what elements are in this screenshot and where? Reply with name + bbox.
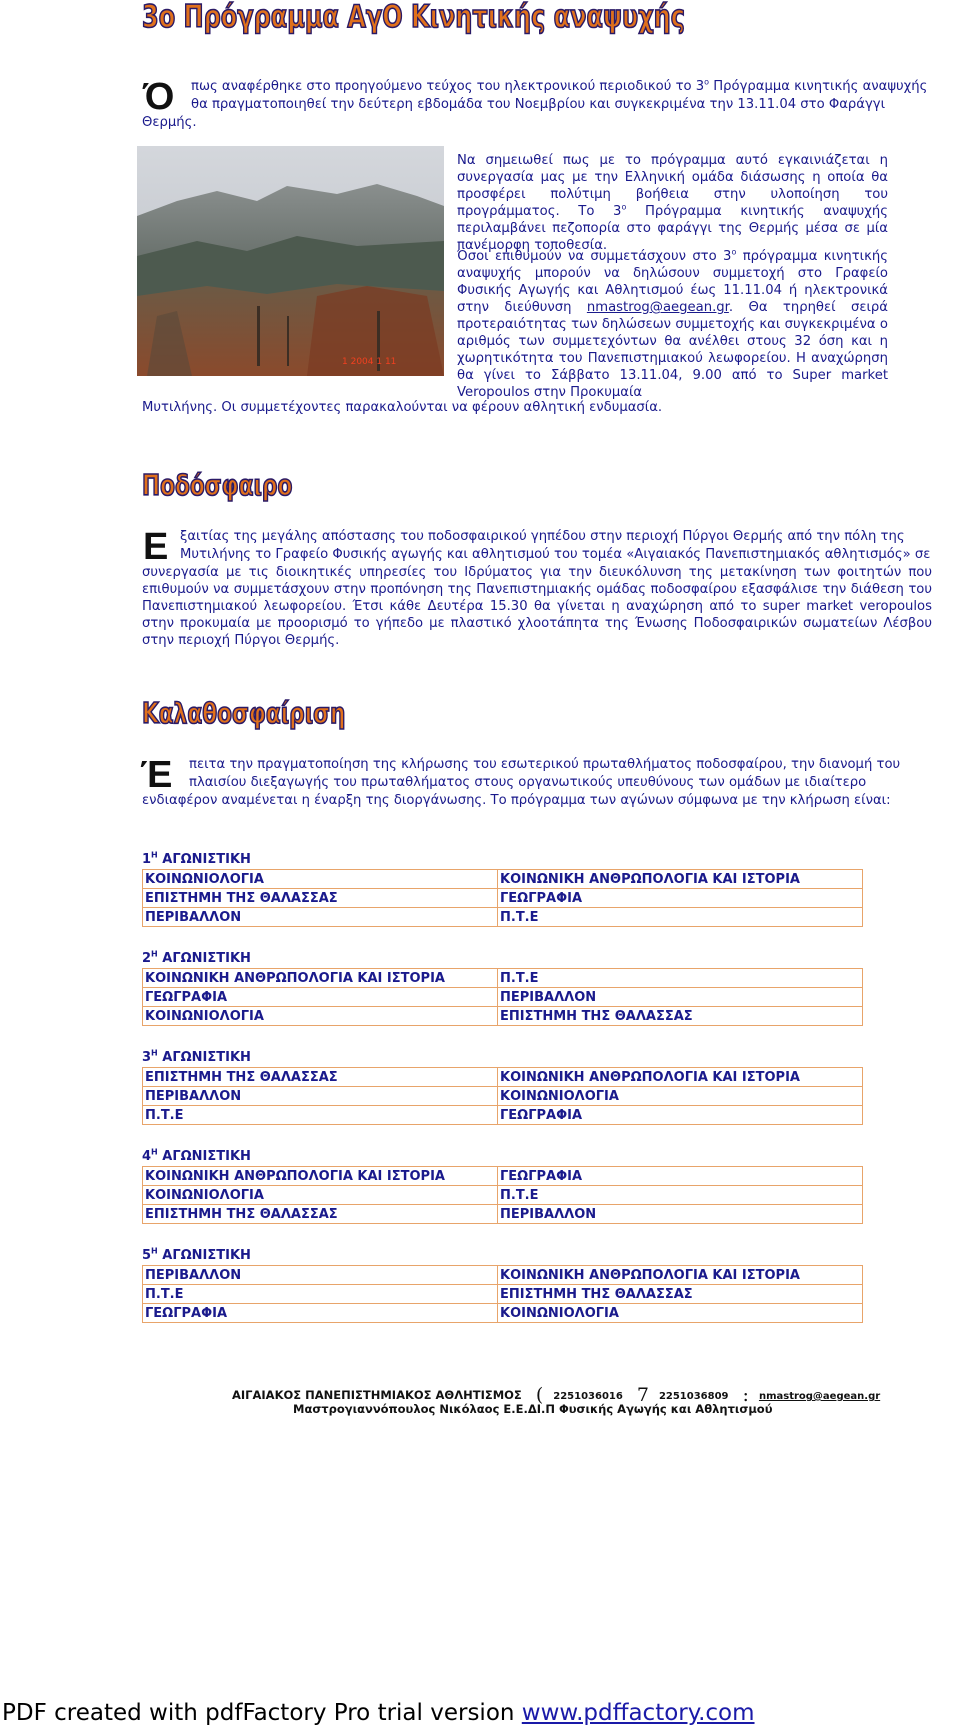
table-row (143, 889, 863, 908)
round-label: ΑΓΩΝΙΣΤΙΚΗ (157, 852, 251, 867)
table-row (143, 1007, 863, 1026)
home-team-cell: Π.Τ.Ε (143, 1285, 498, 1304)
home-team-cell: ΕΠΙΣΤΗΜΗ ΤΗΣ ΘΑΛΑΣΣΑΣ (143, 1205, 498, 1224)
footer-email-link[interactable]: nmastrog@aegean.gr (758, 1391, 881, 1402)
away-team-cell: ΚΟΙΝΩΝΙΚΗ ΑΝΘΡΩΠΟΛΟΓΙΑ ΚΑΙ ΙΣΤΟΡΙΑ (498, 1068, 863, 1087)
home-team-cell: ΓΕΩΓΡΑΦΙΑ (143, 988, 498, 1007)
table-row (143, 1285, 863, 1304)
round-title (142, 1248, 251, 1263)
round-title (142, 1149, 251, 1164)
away-team-cell: Π.Τ.Ε (498, 969, 863, 988)
table-row (143, 1106, 863, 1125)
table-row (143, 1266, 863, 1285)
p3-text-c: . Θα τηρηθεί σειρά προτεραιότητας των δηλώσεων συμμετοχής και συγκεκριμένα ο αριθμός των συμμετεχόντων θα ανέλθει στους 32 όση και η χωρητικότητα του Πανεπιστημιακού λεωφορείου. Η αναχώρηση θα γίνει το Σάββατο 13.11.04, 9.00 από το Super market Veropoulos στην Προκυμαία (457, 300, 888, 400)
football-paragraph-rest: συνεργασία με τις διοικητικές υπηρεσίες του Ιδρύματος για την διευκόλυνση της μετακίνηση των φοιτητών που επιθυμούν να συμμετάσχουν στην προπόνηση της Πανεπιστημιακής ομάδας ποδοσφαίρου εξασφάλισε την διάθεση του Πανεπιστημιακού λεωφορείου. Έτσι κάθε Δευτέρα 15.30 θα γίνεται η αναχώρηση από το super market veropoulos στην προκυμαία με προορισμό το γήπεδο με πλαστικό χλοοτάπητα της Ένωσης Ποδοσφαιρικών σωματείων Λέσβου στην περιοχή Πύργοι Θερμής. (142, 565, 932, 648)
round-label: ΑΓΩΝΙΣΤΙΚΗ (157, 951, 251, 966)
section-heading-basketball: Καλαθοσφαίριση (142, 697, 346, 730)
round-number: 1 (142, 852, 152, 867)
paragraph-registration-end: Μυτιλήνης. Οι συμμετέχοντες παρακαλούνται να φέρουν αθλητική ενδυμασία. (142, 400, 663, 415)
footer-author-line: Μαστρογιαννόπουλος Νικόλαος Ε.Ε.ΔΙ.Π Φυσικής Αγωγής και Αθλητισμού (293, 1402, 773, 1416)
mountain-photo (137, 146, 444, 376)
section-heading-football: Ποδόσφαιρο (142, 469, 293, 502)
intro-line-1 (191, 78, 960, 95)
away-team-cell: ΓΕΩΓΡΑΦΙΑ (498, 1106, 863, 1125)
p2-sup: ο (621, 202, 627, 212)
away-team-cell: ΓΕΩΓΡΑΦΙΑ (498, 1167, 863, 1186)
round-label: ΑΓΩΝΙΣΤΙΚΗ (157, 1149, 251, 1164)
away-team-cell: ΕΠΙΣΤΗΜΗ ΤΗΣ ΘΑΛΑΣΣΑΣ (498, 1007, 863, 1026)
away-team-cell: ΚΟΙΝΩΝΙΚΗ ΑΝΘΡΩΠΟΛΟΓΙΑ ΚΑΙ ΙΣΤΟΡΙΑ (498, 1266, 863, 1285)
dropcap-o: Ό (143, 76, 175, 118)
round-number: 2 (142, 951, 152, 966)
football-line-1: ξαιτίας της μεγάλης απόστασης του ποδοσφαιρικού γηπέδου στην περιοχή Πύργοι Θερμής από την πόλη της (180, 529, 905, 544)
away-team-cell: ΚΟΙΝΩΝΙΟΛΟΓΙΑ (498, 1087, 863, 1106)
basketball-line-2: πλαισίου διεξαγωγής του πρωταθλήματος στους οργανωτικούς υπευθύνους των ομάδων με ιδιαίτερο (189, 775, 867, 790)
round-sup: Η (151, 1246, 158, 1256)
table-row (143, 1068, 863, 1087)
away-team-cell: Π.Τ.Ε (498, 1186, 863, 1205)
pdf-notice (2, 1700, 755, 1726)
home-team-cell: ΕΠΙΣΤΗΜΗ ΤΗΣ ΘΑΛΑΣΣΑΣ (143, 889, 498, 908)
home-team-cell: ΚΟΙΝΩΝΙΟΛΟΓΙΑ (143, 1186, 498, 1205)
home-team-cell: ΠΕΡΙΒΑΛΛΟΝ (143, 908, 498, 927)
round-number: 4 (142, 1149, 152, 1164)
p2-text-b: Πρόγραμμα κινητικής αναψυχής περιλαμβάνει πεζοπορία στο φαράγγι της Θερμής μέσα σε μία πανέμορφη τοποθεσία. (457, 204, 888, 253)
round-sup: Η (151, 1048, 158, 1058)
away-team-cell: ΠΕΡΙΒΑΛΛΟΝ (498, 1205, 863, 1224)
round-sup: Η (151, 850, 158, 860)
table-row (143, 1167, 863, 1186)
table-row (143, 988, 863, 1007)
home-team-cell: ΠΕΡΙΒΑΛΛΟΝ (143, 1087, 498, 1106)
email-link[interactable]: nmastrog@aegean.gr (586, 300, 729, 315)
p3-sup: ο (731, 247, 737, 257)
round-number: 5 (142, 1248, 152, 1263)
table-row (143, 969, 863, 988)
round-title (142, 1050, 251, 1065)
intro-line-2: θα πραγματοποιηθεί την δεύτερη εβδομάδα του Νοεμβρίου και συγκεκριμένα την 13.11.04 στο Φαράγγι (191, 97, 886, 112)
away-team-cell: Π.Τ.Ε (498, 908, 863, 927)
home-team-cell: ΓΕΩΓΡΑΦΙΑ (143, 1304, 498, 1323)
round-label: ΑΓΩΝΙΣΤΙΚΗ (157, 1248, 251, 1263)
away-team-cell: ΕΠΙΣΤΗΜΗ ΤΗΣ ΘΑΛΑΣΣΑΣ (498, 1285, 863, 1304)
away-team-cell: ΚΟΙΝΩΝΙΚΗ ΑΝΘΡΩΠΟΛΟΓΙΑ ΚΑΙ ΙΣΤΟΡΙΑ (498, 870, 863, 889)
pdf-notice-text: PDF created with pdfFactory Pro trial version (2, 1700, 522, 1726)
round-title (142, 951, 251, 966)
table-row (143, 1304, 863, 1323)
round-label: ΑΓΩΝΙΣΤΙΚΗ (157, 1050, 251, 1065)
round-number: 3 (142, 1050, 152, 1065)
dropcap-e-accent: Έ (140, 754, 173, 796)
intro-line-3: Θερμής. (142, 115, 197, 130)
p2-text-a: Να σημειωθεί πως με το πρόγραμμα αυτό εγκαινιάζεται η συνεργασία μας με την Ελληνική ομάδα διάσωσης η οποία θα προσφέρει πολύτιμη βοήθεια στην υλοποίηση του προγράμματος. Το 3 (457, 153, 888, 219)
phone-icon: ( (535, 1384, 544, 1406)
mail-icon: : (742, 1384, 749, 1406)
table-row (143, 1186, 863, 1205)
photo-date-stamp: 1 2004 1 11 (342, 357, 397, 367)
round-sup: Η (151, 949, 158, 959)
away-team-cell: ΚΟΙΝΩΝΙΟΛΟΓΙΑ (498, 1304, 863, 1323)
football-line-2: Μυτιλήνης το Γραφείο Φυσικής αγωγής και αθλητισμού του τομέα «Αιγαιακός Πανεπιστημιακός αθλητισμός» σε (180, 547, 931, 562)
home-team-cell: ΚΟΙΝΩΝΙΟΛΟΓΙΑ (143, 1007, 498, 1026)
footer-fax: 2251036809 (658, 1391, 729, 1402)
pdffactory-link[interactable]: www.pdffactory.com (521, 1700, 755, 1726)
home-team-cell: ΕΠΙΣΤΗΜΗ ΤΗΣ ΘΑΛΑΣΣΑΣ (143, 1068, 498, 1087)
mountain-photo-graphic (137, 146, 444, 376)
away-team-cell: ΓΕΩΓΡΑΦΙΑ (498, 889, 863, 908)
table-row (143, 1205, 863, 1224)
intro-text-1b: Πρόγραμμα κινητικής αναψυχής (709, 79, 928, 94)
paragraph-rescue-team (457, 152, 888, 254)
table-row (143, 870, 863, 889)
intro-sup: ο (704, 77, 710, 87)
home-team-cell: ΚΟΙΝΩΝΙΚΗ ΑΝΘΡΩΠΟΛΟΓΙΑ ΚΑΙ ΙΣΤΟΡΙΑ (143, 969, 498, 988)
p3-text-a: Όσοι επιθυμούν να συμμετάσχουν στο 3 (457, 249, 732, 264)
round-table (142, 1166, 863, 1224)
basketball-line-1: πειτα την πραγματοποίηση της κλήρωσης του εσωτερικού πρωταθλήματος ποδοσφαίρου, την διανομή του (189, 757, 901, 772)
round-table (142, 869, 863, 927)
fax-icon: 7 (636, 1384, 649, 1406)
paragraph-registration (457, 248, 888, 401)
section-heading-recreation: 3ο Πρόγραμμα ΑγΟ Κινητικής αναψυχής (142, 0, 685, 35)
round-table (142, 1067, 863, 1125)
footer-org: ΑΙΓΑΙΑΚΟΣ ΠΑΝΕΠΙΣΤΗΜΙΑΚΟΣ ΑΘΛΗΤΙΣΜΟΣ (232, 1388, 522, 1402)
intro-text-1: πως αναφέρθηκε στο προηγούμενο τεύχος του ηλεκτρονικού περιοδικού το 3 (191, 79, 705, 94)
dropcap-e: Ε (143, 526, 169, 568)
home-team-cell: ΚΟΙΝΩΝΙΟΛΟΓΙΑ (143, 870, 498, 889)
round-table (142, 1265, 863, 1323)
home-team-cell: ΠΕΡΙΒΑΛΛΟΝ (143, 1266, 498, 1285)
away-team-cell: ΠΕΡΙΒΑΛΛΟΝ (498, 988, 863, 1007)
basketball-line-3: ενδιαφέρον αναμένεται η έναρξη της διοργάνωσης. Το πρόγραμμα των αγώνων σύμφωνα με την κλήρωση είναι: (142, 793, 891, 808)
round-table (142, 968, 863, 1026)
round-title (142, 852, 251, 867)
round-sup: Η (151, 1147, 158, 1157)
table-row (143, 908, 863, 927)
home-team-cell: Π.Τ.Ε (143, 1106, 498, 1125)
p3-text-b: πρόγραμμα κινητικής αναψυχής μπορούν να δηλώσουν συμμετοχή στο Γραφείο Φυσικής Αγωγής και Αθλητισμού έως 11.11.04 ή ηλεκτρονικά στην διεύθυνση (457, 249, 888, 315)
footer-phone: 2251036016 (553, 1391, 623, 1402)
home-team-cell: ΚΟΙΝΩΝΙΚΗ ΑΝΘΡΩΠΟΛΟΓΙΑ ΚΑΙ ΙΣΤΟΡΙΑ (143, 1167, 498, 1186)
table-row (143, 1087, 863, 1106)
